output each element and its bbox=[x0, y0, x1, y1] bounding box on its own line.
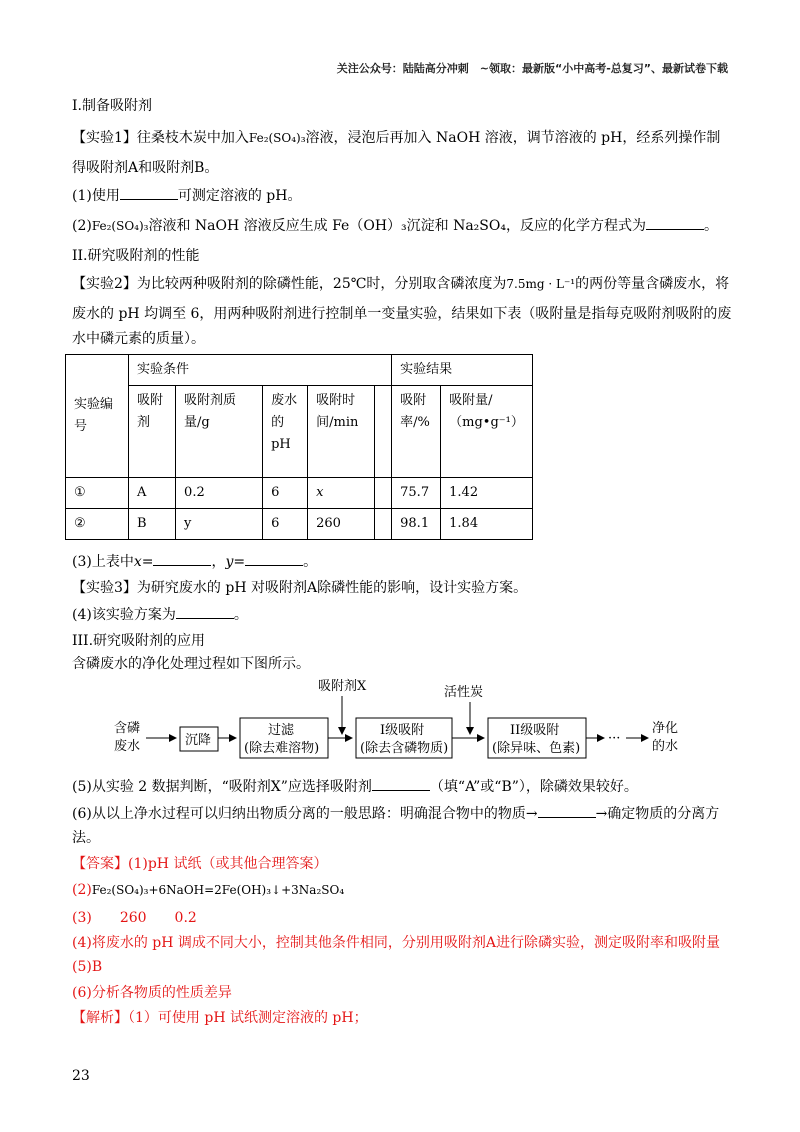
q3-x: x= bbox=[133, 554, 154, 570]
exp2-text-b: 的两份等量含磷废水，将 bbox=[575, 276, 730, 292]
section-title-2: II.研究吸附剂的性能 bbox=[72, 248, 200, 264]
answer-label: 【答案】 bbox=[72, 856, 128, 872]
section-title-1: I.制备吸附剂 bbox=[72, 98, 152, 114]
flow-intro: 含磷废水的净化处理过程如下图所示。 bbox=[72, 656, 310, 672]
q2-text-b: 溶液和 NaOH 溶液反应生成 Fe（OH）₃沉淀和 Na₂SO₄，反应的化学方程式为 bbox=[148, 218, 646, 234]
results-table bbox=[65, 354, 533, 540]
experiment-2-line-2: 废水的 pH 均调至 6，用两种吸附剂进行控制单一变量实验，结果如下表（吸附量是指每克吸附剂吸附的废 bbox=[72, 306, 732, 322]
question-3 bbox=[72, 550, 734, 574]
flow-end-line-1: 净化 bbox=[652, 721, 679, 736]
question-2 bbox=[72, 214, 734, 238]
answer-blank bbox=[245, 551, 303, 566]
answer-1 bbox=[72, 852, 734, 876]
analysis-text: （1）可使用 pH 试纸测定溶液的 pH； bbox=[128, 1010, 368, 1026]
box-filtration-note: (除去难溶物) bbox=[244, 741, 320, 756]
q5-text-b: （填“A”或“B”），除磷效果较好。 bbox=[429, 779, 638, 795]
box-adsorption-2-title: II级吸附 bbox=[510, 723, 560, 738]
cell-time: x bbox=[308, 478, 375, 509]
adsorbent-x-label: 吸附剂X bbox=[318, 679, 367, 694]
header-mass: 吸附剂质量/g bbox=[176, 386, 263, 478]
q4-text-a: (4)该实验方案为 bbox=[72, 607, 176, 623]
question-6-line-1 bbox=[72, 802, 734, 826]
answer-blank bbox=[646, 215, 704, 230]
header-exp-id: 实验编号 bbox=[66, 355, 129, 478]
cell-adsorbent: A bbox=[129, 478, 176, 509]
process-flowchart bbox=[100, 672, 740, 780]
answer-5: (5)B bbox=[72, 959, 103, 975]
cell-rate: 98.1 bbox=[392, 509, 441, 540]
activated-carbon-label: 活性炭 bbox=[444, 685, 484, 700]
cell-amount: 1.84 bbox=[441, 509, 533, 540]
answer-4: (4)将废水的 pH 调成不同大小，控制其他条件相同，分别用吸附剂A进行除磷实验，测定吸附率和吸附量 bbox=[72, 935, 721, 951]
header-results: 实验结果 bbox=[392, 355, 533, 386]
answer-6: (6)分析各物质的性质差异 bbox=[72, 985, 232, 1001]
flow-start-line-2: 废水 bbox=[114, 739, 141, 754]
answer-blank bbox=[120, 185, 178, 200]
question-5 bbox=[72, 775, 734, 799]
exp3-label: 【实验3】 bbox=[72, 580, 137, 596]
analysis-label: 【解析】 bbox=[72, 1010, 128, 1026]
q1-text-b: 可测定溶液的 pH。 bbox=[177, 188, 302, 204]
q6-text-b: →确定物质的分离方 bbox=[595, 806, 720, 822]
section-title-3: III.研究吸附剂的应用 bbox=[72, 633, 206, 649]
q3-comma: ， bbox=[211, 554, 226, 570]
header-time: 吸附时间/min bbox=[308, 386, 375, 478]
question-6-line-2: 法。 bbox=[72, 830, 100, 846]
box-filtration-title: 过滤 bbox=[268, 723, 295, 738]
box-adsorption-1-note: (除去含磷物质) bbox=[360, 741, 449, 756]
q1-text-a: (1)使用 bbox=[72, 188, 120, 204]
exp1-text-b: 溶液，浸泡后再加入 NaOH 溶液，调节溶液的 pH，经系列操作制 bbox=[305, 130, 721, 146]
answer-blank bbox=[538, 803, 596, 818]
box-adsorption-2-note: (除异味、色素) bbox=[492, 741, 581, 756]
q2-text-a: (2) bbox=[72, 218, 92, 234]
formula-fe2so43: Fe₂(SO₄)₃ bbox=[91, 219, 149, 233]
q4-text-b: 。 bbox=[233, 607, 248, 623]
experiment-2-line-1 bbox=[72, 272, 734, 296]
header-rate bbox=[375, 386, 392, 478]
header-rate-val: 吸附率/% bbox=[392, 386, 441, 478]
concentration: 7.5mg · L⁻¹ bbox=[506, 277, 576, 291]
flow-ellipsis: ··· bbox=[608, 731, 621, 746]
cell-rate: 75.7 bbox=[392, 478, 441, 509]
cell-id: ① bbox=[66, 478, 129, 509]
exp3-text: 为研究废水的 pH 对吸附剂A除磷性能的影响，设计实验方案。 bbox=[136, 580, 528, 596]
header-amount: 吸附量/（mg•g⁻¹） bbox=[441, 386, 533, 478]
experiment-1-line-1 bbox=[72, 126, 734, 150]
flow-end-line-2: 的水 bbox=[652, 739, 679, 754]
table-row bbox=[66, 478, 533, 509]
q3-end: 。 bbox=[303, 554, 318, 570]
flow-start-line-1: 含磷 bbox=[114, 721, 141, 736]
analysis bbox=[72, 1006, 734, 1030]
q2-text-c: 。 bbox=[703, 218, 718, 234]
cell-mass: y bbox=[176, 509, 263, 540]
header-ph: 废水的pH bbox=[263, 386, 308, 478]
exp1-label: 【实验1】 bbox=[72, 130, 137, 146]
question-4 bbox=[72, 603, 734, 627]
answer-blank bbox=[372, 776, 430, 791]
answer-blank bbox=[153, 551, 211, 566]
q3-text-a: (3)上表中 bbox=[72, 554, 134, 570]
experiment-3 bbox=[72, 576, 734, 600]
experiment-1-line-2: 得吸附剂A和吸附剂B。 bbox=[72, 160, 219, 176]
answer-2 bbox=[72, 878, 734, 902]
cell-ph: 6 bbox=[263, 509, 308, 540]
q3-y: y= bbox=[225, 554, 246, 570]
header-conditions: 实验条件 bbox=[129, 355, 392, 386]
cell-empty bbox=[375, 509, 392, 540]
exp2-label: 【实验2】 bbox=[72, 276, 137, 292]
q6-text-a: (6)从以上净水过程可以归纳出物质分离的一般思路：明确混合物中的物质→ bbox=[72, 806, 538, 822]
exp2-text-a: 为比较两种吸附剂的除磷性能，25℃时，分别取含磷浓度为 bbox=[136, 276, 507, 292]
answer-2-prefix: (2) bbox=[72, 882, 92, 898]
box-sedimentation-label: 沉降 bbox=[185, 733, 212, 748]
cell-mass: 0.2 bbox=[176, 478, 263, 509]
cell-id: ② bbox=[66, 509, 129, 540]
question-1 bbox=[72, 184, 734, 208]
answer-2-equation: Fe₂(SO₄)₃+6NaOH=2Fe(OH)₃↓+3Na₂SO₄ bbox=[91, 883, 345, 897]
answer-1-text: (1)pH 试纸（或其他合理答案） bbox=[128, 856, 328, 872]
page-number: 23 bbox=[72, 1068, 90, 1084]
table-row bbox=[66, 509, 533, 540]
cell-amount: 1.42 bbox=[441, 478, 533, 509]
answer-3: (3) 260 0.2 bbox=[72, 910, 197, 926]
page-header: 关注公众号：陆陆高分冲刺 ~领取：最新版“小中高考-总复习”、最新试卷下载 bbox=[336, 62, 728, 75]
formula-fe2so43: Fe₂(SO₄)₃ bbox=[248, 131, 306, 145]
cell-adsorbent: B bbox=[129, 509, 176, 540]
exp1-text-a: 往桑枝木炭中加入 bbox=[136, 130, 249, 146]
box-adsorption-1-title: I级吸附 bbox=[380, 723, 425, 738]
cell-ph: 6 bbox=[263, 478, 308, 509]
q5-text-a: (5)从实验 2 数据判断，“吸附剂X”应选择吸附剂 bbox=[72, 779, 372, 795]
answer-blank bbox=[176, 604, 234, 619]
experiment-2-line-3: 水中磷元素的质量）。 bbox=[72, 331, 205, 347]
header-adsorbent: 吸附剂 bbox=[129, 386, 176, 478]
cell-time: 260 bbox=[308, 509, 375, 540]
cell-empty bbox=[375, 478, 392, 509]
